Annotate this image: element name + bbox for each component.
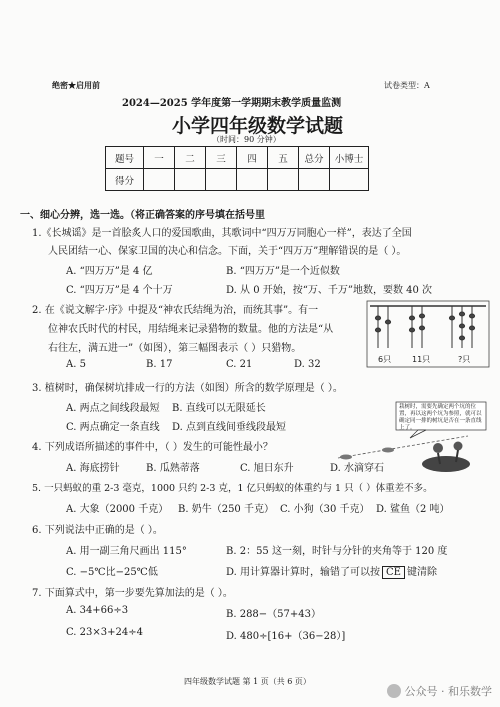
q4-option-b[interactable]: B. 瓜熟蒂落 bbox=[146, 463, 200, 474]
watermark bbox=[387, 683, 493, 699]
q7-option-b[interactable]: B. 288−（57+43） bbox=[226, 609, 321, 620]
rope-label: 6只 bbox=[378, 355, 392, 364]
q6-option-c[interactable]: C. −5℃比−25℃低 bbox=[66, 567, 158, 578]
score-cell[interactable] bbox=[237, 169, 268, 191]
q2-option-d[interactable]: D. 32 bbox=[294, 359, 321, 370]
q5-option-d[interactable]: D. 鲨鱼（2 吨） bbox=[376, 504, 450, 515]
score-input-row bbox=[106, 169, 369, 191]
q2-option-a[interactable]: A. 5 bbox=[66, 359, 86, 370]
score-table bbox=[105, 146, 369, 191]
rope-label: ?只 bbox=[458, 355, 471, 364]
score-header-cell: 小博士 bbox=[330, 147, 369, 169]
q5-option-c[interactable]: C. 小狗（30 千克） bbox=[280, 504, 370, 515]
q4-option-d[interactable]: D. 水滴穿石 bbox=[330, 463, 385, 474]
q1-line2: 人民团结一心、保家卫国的决心和信念。下面，关于“四万万”理解错误的是（ ）。 bbox=[48, 246, 407, 257]
q6-option-d[interactable] bbox=[226, 563, 437, 579]
score-row-label: 得分 bbox=[106, 169, 144, 191]
score-cell[interactable] bbox=[330, 169, 369, 191]
knotted-rope-figure bbox=[366, 300, 490, 368]
score-cell[interactable] bbox=[299, 169, 330, 191]
exam-title: 小学四年级数学试题 bbox=[172, 115, 344, 137]
q1-line1: 1.《长城谣》是一首脍炙人口的爱国歌曲，其歌词中“四万万同胞心一样”，表达了全国 bbox=[32, 228, 412, 239]
score-cell[interactable] bbox=[175, 169, 206, 191]
q3-line1: 3. 植树时，确保树坑排成一行的方法（如图）所含的数学原理是（ ）。 bbox=[32, 383, 343, 394]
score-cell[interactable] bbox=[268, 169, 299, 191]
tree-speech-bubble: 栽树时，需要先确定两个坑的位置，再以这两个坑为参照，就可以确定同一排的树坑是否在一条直线上了。 bbox=[399, 404, 482, 431]
watermark-text: 公众号 · 和乐数学 bbox=[404, 685, 492, 698]
score-header-cell: 题号 bbox=[106, 147, 144, 169]
exam-subtitle: 2024—2025 学年度第一学期期末教学质量监测 bbox=[122, 98, 342, 109]
rope-label: 11只 bbox=[412, 355, 431, 364]
score-header-cell: 总分 bbox=[299, 147, 330, 169]
q2-line3: 右往左，满五进一”（如图），第三幅图表示（ ）只猎物。 bbox=[48, 343, 302, 354]
q6-option-b[interactable]: B. 2：55 这一刻，时针与分针的夹角等于 120 度 bbox=[226, 546, 448, 557]
section1-heading: 一、细心分辨，选一选。（将正确答案的序号填在括号里 bbox=[20, 210, 265, 221]
q3-option-b[interactable]: B. 直线可以无限延长 bbox=[172, 403, 266, 414]
q1-option-d[interactable]: D. 从 0 开始，按“万、千万”地数，要数 40 次 bbox=[226, 285, 433, 296]
q1-option-b[interactable]: B. “四万万”是一个近似数 bbox=[226, 266, 340, 277]
q2-option-b[interactable]: B. 17 bbox=[146, 359, 173, 370]
paper-type-label: 试卷类型：A bbox=[384, 81, 430, 90]
score-header-cell: 二 bbox=[175, 147, 206, 169]
q4-line1: 4. 下列成语所描述的事件中，（ ）发生的可能性最小？ bbox=[32, 442, 273, 453]
score-cell[interactable] bbox=[206, 169, 237, 191]
score-header-cell: 一 bbox=[144, 147, 175, 169]
q6-option-d-pre: D. 用计算器计算时，输错了可以按 bbox=[226, 567, 381, 578]
secret-label: 绝密★启用前 bbox=[52, 80, 100, 90]
q3-option-d[interactable]: D. 点到直线间垂线段最短 bbox=[172, 422, 287, 433]
q6-option-a[interactable]: A. 用一副三角尺画出 115° bbox=[66, 546, 187, 557]
exam-time: （时间：90 分钟） bbox=[212, 135, 281, 144]
score-header-cell: 四 bbox=[237, 147, 268, 169]
ce-key-icon: CE bbox=[382, 566, 405, 579]
q4-option-c[interactable]: C. 旭日东升 bbox=[240, 463, 294, 474]
q3-option-a[interactable]: A. 两点之间线段最短 bbox=[66, 403, 160, 414]
q5-line1: 5. 一只蚂蚁的重 2-3 毫克，1000 只约 2-3 克，1 亿只蚂蚁的体重约与 1 只（ ）体重差不多。 bbox=[32, 483, 433, 494]
q2-option-c[interactable]: C. 21 bbox=[226, 359, 253, 370]
wechat-icon bbox=[387, 684, 401, 698]
q2-line1: 2. 在《说文解字·序》中提及“神农氏结绳为治，而统其事”。有一 bbox=[32, 305, 319, 316]
page-footer: 四年级数学试题 第 1 页（共 6 页） bbox=[184, 677, 311, 686]
q5-option-a[interactable]: A. 大象（2000 千克） bbox=[66, 504, 169, 515]
q4-option-a[interactable]: A. 海底捞针 bbox=[66, 463, 120, 474]
q7-option-a[interactable]: A. 34+66÷3 bbox=[66, 605, 129, 616]
score-cell[interactable] bbox=[144, 169, 175, 191]
score-header-cell: 五 bbox=[268, 147, 299, 169]
q7-option-c[interactable]: C. 23×3+24÷4 bbox=[66, 627, 143, 638]
q6-line1: 6. 下列说法中正确的是（ ）。 bbox=[32, 525, 163, 536]
q1-option-c[interactable]: C. “四万万”是 4 个十万 bbox=[66, 285, 173, 296]
q6-option-d-post: 键清除 bbox=[406, 567, 437, 578]
q3-option-c[interactable]: C. 两点确定一条直线 bbox=[66, 422, 160, 433]
q2-line2: 位神农氏时代的村民，用结绳来记录猎物的数量。他的方法是“从 bbox=[48, 324, 334, 335]
q7-line1: 7. 下面算式中，第一步要先算加法的是（ ）。 bbox=[32, 588, 233, 599]
score-header-cell: 三 bbox=[206, 147, 237, 169]
q5-option-b[interactable]: B. 奶牛（250 千克） bbox=[178, 504, 274, 515]
q1-option-a[interactable]: A. “四万万”是 4 亿 bbox=[66, 266, 153, 277]
score-header-row bbox=[106, 147, 369, 169]
q7-option-d[interactable]: D. 480÷[16+（36−28）] bbox=[226, 631, 346, 642]
